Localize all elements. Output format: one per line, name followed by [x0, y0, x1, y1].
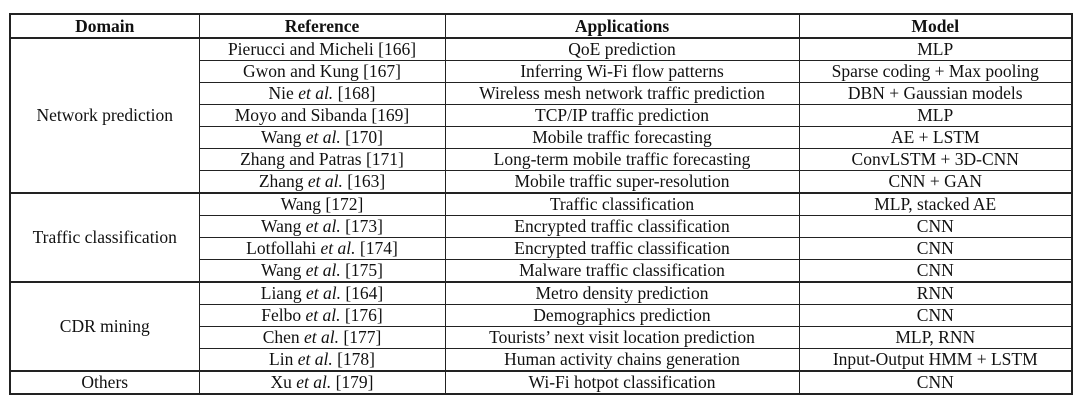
model-cell: CNN	[799, 216, 1072, 238]
reference-cell	[199, 371, 445, 394]
reference-et-al: et al.	[307, 171, 343, 191]
application-cell: Encrypted traffic classification	[445, 238, 799, 260]
reference-author: Nie	[268, 83, 299, 103]
model-cell: MLP	[799, 38, 1072, 61]
reference-et-al: et al.	[305, 305, 341, 325]
model-cell: ConvLSTM + 3D-CNN	[799, 149, 1072, 171]
model-cell: DBN + Gaussian models	[799, 83, 1072, 105]
reference-citation: [163]	[342, 171, 386, 191]
reference-et-al: et al.	[305, 216, 341, 236]
reference-author: Gwon and Kung [167]	[243, 61, 401, 81]
reference-et-al: et al.	[296, 372, 332, 392]
reference-cell	[199, 61, 445, 83]
reference-et-al: et al.	[320, 238, 356, 258]
reference-cell	[199, 238, 445, 260]
header-row	[10, 14, 1072, 38]
application-cell: Traffic classification	[445, 193, 799, 216]
reference-cell	[199, 282, 445, 305]
reference-citation: [178]	[332, 349, 375, 369]
application-cell: Tourists’ next visit location prediction	[445, 327, 799, 349]
reference-author: Pierucci and Micheli [166]	[227, 39, 417, 59]
application-cell: Demographics prediction	[445, 305, 799, 327]
reference-cell	[199, 105, 445, 127]
model-cell: MLP, stacked AE	[799, 193, 1072, 216]
application-cell: Encrypted traffic classification	[445, 216, 799, 238]
application-cell: TCP/IP traffic prediction	[445, 105, 799, 127]
model-cell: AE + LSTM	[799, 127, 1072, 149]
model-cell: MLP, RNN	[799, 327, 1072, 349]
reference-citation: [177]	[339, 327, 382, 347]
reference-et-al: et al.	[298, 83, 334, 103]
reference-cell	[199, 83, 445, 105]
application-cell: Metro density prediction	[445, 282, 799, 305]
model-cell: CNN	[799, 305, 1072, 327]
application-cell: QoE prediction	[445, 38, 799, 61]
reference-citation: [175]	[340, 260, 384, 280]
application-cell: Wi-Fi hotpot classification	[445, 371, 799, 394]
reference-et-al: et al.	[304, 327, 340, 347]
reference-citation: [176]	[340, 305, 383, 325]
reference-author: Moyo and Sibanda [169]	[234, 105, 410, 125]
reference-cell	[199, 193, 445, 216]
model-cell: CNN	[799, 238, 1072, 260]
reference-author: Xu	[270, 372, 297, 392]
application-cell: Inferring Wi-Fi flow patterns	[445, 61, 799, 83]
reference-author: Liang	[260, 283, 306, 303]
reference-author: Wang	[260, 127, 306, 147]
table-row	[10, 371, 1072, 394]
model-cell: CNN	[799, 260, 1072, 283]
reference-author: Chen	[262, 327, 305, 347]
reference-cell	[199, 327, 445, 349]
domain-cell: Others	[10, 371, 199, 394]
application-cell: Malware traffic classification	[445, 260, 799, 283]
reference-author: Wang [172]	[280, 194, 364, 214]
table-row	[10, 38, 1072, 61]
reference-cell	[199, 305, 445, 327]
table-row	[10, 193, 1072, 216]
header-reference: Reference	[199, 14, 445, 38]
model-cell: RNN	[799, 282, 1072, 305]
model-cell: CNN	[799, 371, 1072, 394]
application-cell: Mobile traffic super-resolution	[445, 171, 799, 194]
reference-author: Lin	[269, 349, 298, 369]
reference-author: Wang	[260, 260, 306, 280]
reference-cell	[199, 127, 445, 149]
reference-cell	[199, 149, 445, 171]
table-body	[10, 38, 1072, 394]
application-cell: Mobile traffic forecasting	[445, 127, 799, 149]
reference-author: Zhang	[258, 171, 308, 191]
reference-cell	[199, 171, 445, 194]
domain-cell: CDR mining	[10, 282, 199, 371]
reference-et-al: et al.	[305, 127, 341, 147]
model-cell: Input-Output HMM + LSTM	[799, 349, 1072, 372]
table-row	[10, 282, 1072, 305]
domain-cell: Traffic classification	[10, 193, 199, 282]
reference-author: Lotfollahi	[246, 238, 321, 258]
reference-cell	[199, 349, 445, 372]
model-cell: MLP	[799, 105, 1072, 127]
domain-cell: Network prediction	[10, 38, 199, 193]
application-cell: Wireless mesh network traffic prediction	[445, 83, 799, 105]
header-applications: Applications	[445, 14, 799, 38]
reference-citation: [168]	[333, 83, 376, 103]
reference-citation: [170]	[340, 127, 384, 147]
reference-citation: [173]	[340, 216, 384, 236]
reference-citation: [164]	[340, 283, 384, 303]
header-model: Model	[799, 14, 1072, 38]
model-cell: Sparse coding + Max pooling	[799, 61, 1072, 83]
reference-author: Zhang and Patras [171]	[240, 149, 404, 169]
reference-et-al: et al.	[305, 260, 341, 280]
reference-et-al: et al.	[305, 283, 341, 303]
reference-author: Felbo	[261, 305, 306, 325]
model-cell: CNN + GAN	[799, 171, 1072, 194]
reference-citation: [174]	[355, 238, 398, 258]
reference-cell	[199, 216, 445, 238]
header-domain: Domain	[10, 14, 199, 38]
reference-author: Wang	[260, 216, 306, 236]
reference-cell	[199, 38, 445, 61]
application-cell: Long-term mobile traffic forecasting	[445, 149, 799, 171]
reference-et-al: et al.	[297, 349, 333, 369]
application-cell: Human activity chains generation	[445, 349, 799, 372]
reference-table	[9, 13, 1073, 395]
reference-cell	[199, 260, 445, 283]
reference-citation: [179]	[331, 372, 374, 392]
